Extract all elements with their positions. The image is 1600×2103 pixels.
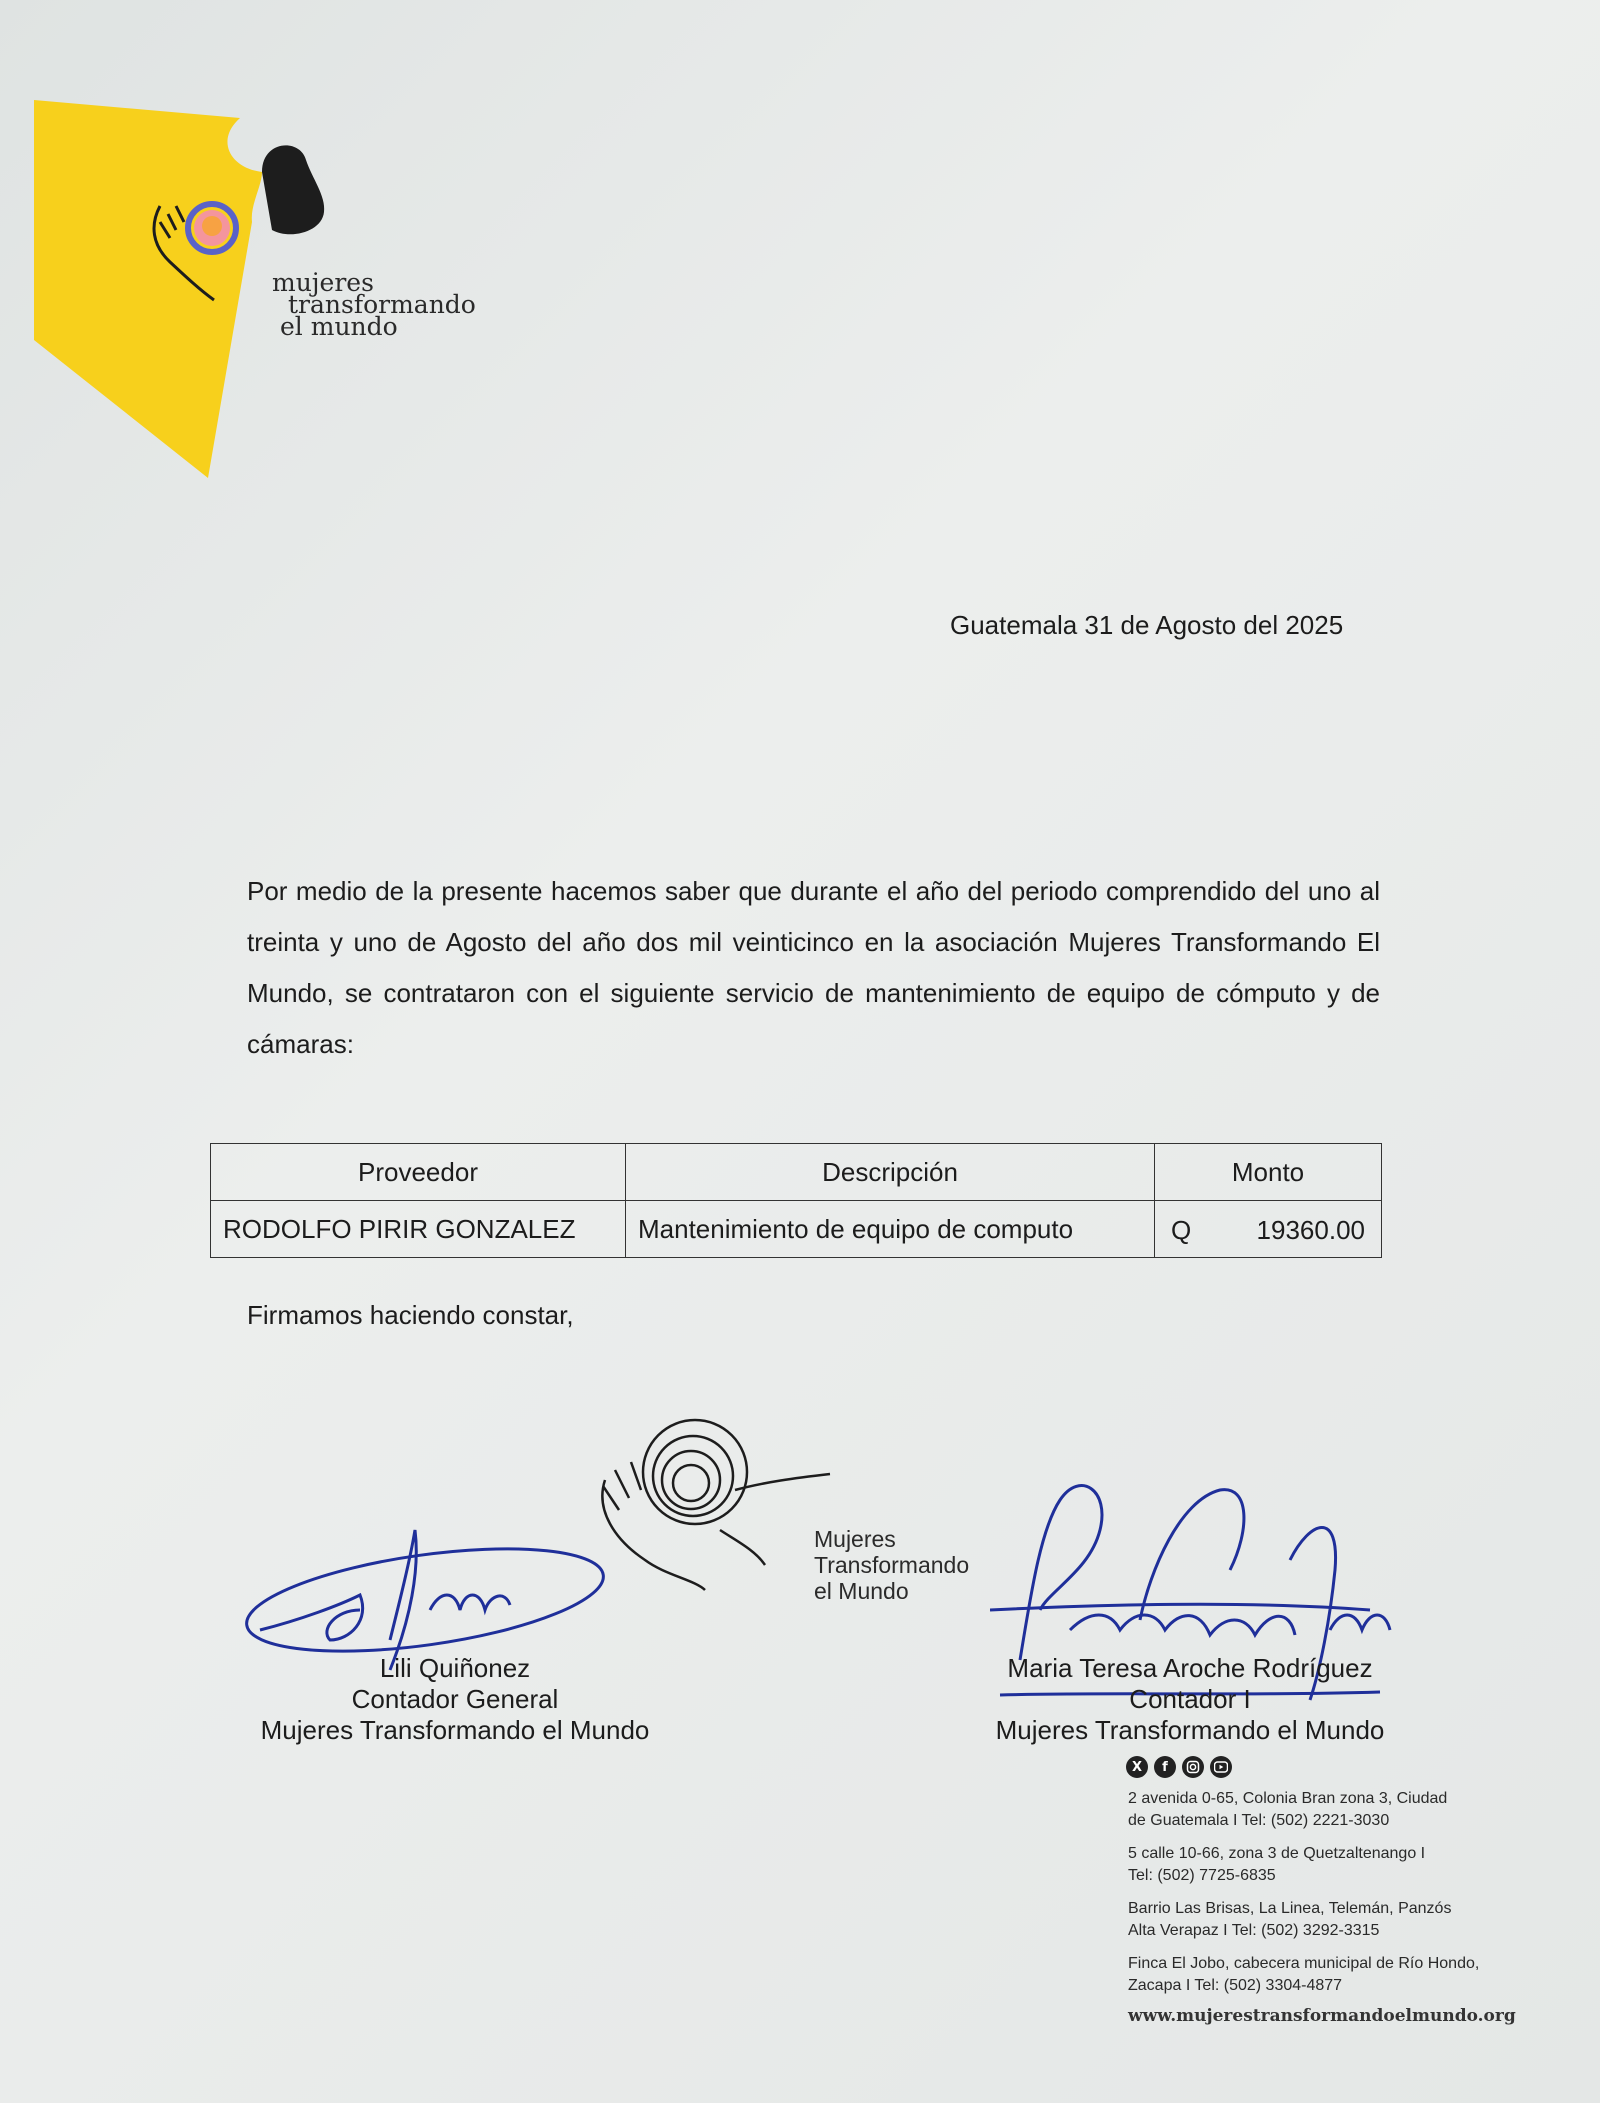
signatory-organization: Mujeres Transformando el Mundo <box>260 1715 650 1745</box>
cell-amount <box>1155 1201 1382 1258</box>
table-header-row <box>211 1144 1382 1201</box>
youtube-icon <box>1210 1756 1232 1778</box>
x-icon: X <box>1126 1756 1148 1778</box>
address-guatemala: 2 avenida 0-65, Colonia Bran zona 3, Ciudad de Guatemala I Tel: (502) 2221-3030 <box>1128 1790 1448 1829</box>
center-logo-line-1: Mujeres <box>814 1526 896 1552</box>
signatory-name: Lili Quiñonez <box>379 1653 531 1683</box>
header-amount: Monto <box>1155 1144 1382 1201</box>
instagram-icon <box>1182 1756 1204 1778</box>
logo-line-3: el mundo <box>280 312 398 341</box>
signature-block-right <box>940 1653 1440 1746</box>
currency-symbol: Q <box>1171 1215 1192 1245</box>
address-alta-verapaz: Barrio Las Brisas, La Linea, Telemán, Panzós Alta Verapaz I Tel: (502) 3292-3315 <box>1128 1900 1452 1939</box>
signatory-role: Contador General <box>351 1684 559 1714</box>
office-addresses <box>1128 1788 1479 2008</box>
address-zacapa: Finca El Jobo, cabecera municipal de Río Hondo, Zacapa I Tel: (502) 3304-4877 <box>1128 1955 1480 1994</box>
closing-line: Firmamos haciendo constar, <box>247 1300 574 1330</box>
organization-logo-text <box>270 268 476 341</box>
signatory-role: Contador I <box>1129 1684 1251 1714</box>
cell-description: Mantenimiento de equipo de computo <box>626 1201 1155 1258</box>
social-icons <box>1126 1756 1232 1778</box>
signatory-name: Maria Teresa Aroche Rodríguez <box>1007 1653 1373 1683</box>
amount-value: 19360.00 <box>1256 1215 1365 1245</box>
letter-date: Guatemala 31 de Agosto del 2025 <box>950 610 1344 640</box>
center-logo-line-3: el Mundo <box>814 1578 909 1604</box>
header-logo-graphic <box>0 0 560 500</box>
center-logo-text <box>814 1526 969 1604</box>
logo-line-2: transformando <box>288 290 476 319</box>
header-description: Descripción <box>626 1144 1155 1201</box>
header-provider: Proveedor <box>211 1144 626 1201</box>
table-row <box>211 1201 1382 1258</box>
logo-line-1: mujeres <box>272 268 374 297</box>
center-logo-line-2: Transformando <box>814 1552 970 1578</box>
signatory-organization: Mujeres Transformando el Mundo <box>995 1715 1385 1745</box>
signature-block-left <box>220 1653 690 1746</box>
cell-provider: RODOLFO PIRIR GONZALEZ <box>211 1201 626 1258</box>
facebook-icon: f <box>1154 1756 1176 1778</box>
address-quetzaltenango: 5 calle 10-66, zona 3 de Quetzaltenango I Tel: (502) 7725-6835 <box>1128 1845 1426 1884</box>
service-table <box>210 1143 1382 1258</box>
body-paragraph: Por medio de la presente hacemos saber que durante el año del periodo comprendido del uno al treinta y uno de Agosto del año dos mil veinticinco en la asociación Mujeres Transformando El Mundo, se contrataron con el siguiente servicio de mantenimiento de equipo de cómputo y de cámaras: <box>247 876 1380 1059</box>
website-url: www.mujerestransformandoelmundo.org <box>1128 2006 1516 2026</box>
